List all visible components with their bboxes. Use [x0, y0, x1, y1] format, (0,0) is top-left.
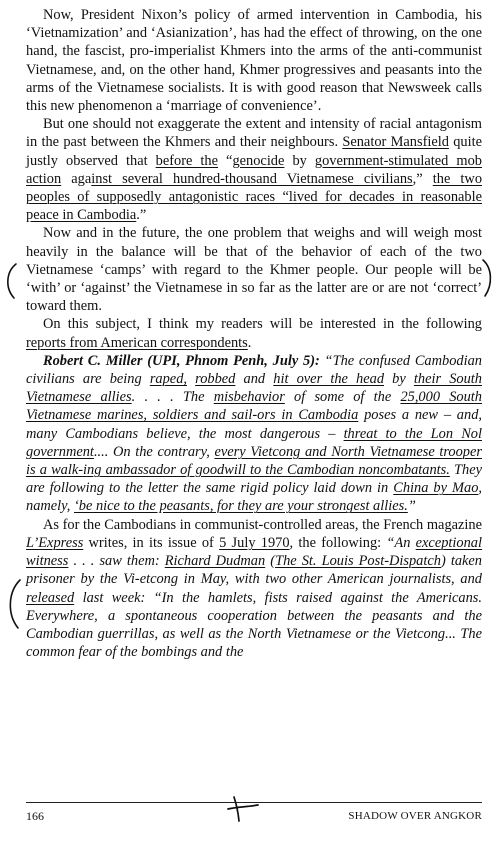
text-segment: They are following to the letter the same rigid policy laid down in — [26, 462, 482, 497]
underlined-phrase: misbehavior — [213, 389, 285, 406]
left-margin-bracket-mark — [4, 578, 24, 630]
text-segment: last week: “In the hamlets, fists raised against the Americans. Everywhere, a spontaneous cooperation between the peasants and the Cambodian guerrillas, as well as the North Vietnamese or the Vietcong... The common fear of the bombings and the — [26, 589, 482, 661]
text-segment: aga — [61, 170, 92, 187]
text-segment: ( — [265, 553, 276, 570]
left-bracket-mark — [2, 262, 20, 300]
quote-source: Robert C. Miller (UPI, Phnom Penh, July 5): — [43, 352, 320, 369]
text-segment: quite justly observed that — [26, 134, 483, 169]
underlined-phrase: their South Vietnamese allies — [26, 371, 482, 406]
underlined-phrase: inst several hundred-thousand Vietnamese civilians — [91, 170, 413, 187]
underlined-phrase: exceptional witness — [26, 534, 482, 570]
underlined-phrase: L’Express — [26, 534, 84, 551]
text-segment: .” — [136, 207, 147, 224]
underlined-phrase: 25,000 South Vietnamese marines, soldiers and sail-ors in Cambodia — [26, 389, 482, 424]
underlined-phrase: Senator Mansfield — [342, 134, 449, 151]
text-segment: ” — [407, 498, 416, 515]
text-segment: . — [247, 334, 252, 351]
text-segment: of some of the — [284, 389, 401, 406]
paragraph-racial-antagonism — [26, 115, 482, 224]
underlined-phrase: released — [26, 589, 75, 606]
running-head: SHADOW OVER ANGKOR — [348, 810, 482, 822]
text-segment: But one should not exaggerate the extent and intensity of racial antagonism in the past between the Khmers and their neighbours. — [26, 116, 482, 151]
paragraph-nixon-policy: Now, President Nixon’s policy of armed intervention in Cambodia, his ‘Vietnamization’ and ‘Asianization’, has had the effect of throwing, on the one hand, the fascist, pro-imperialist Khmers into the arms of the anti-communist Vietnamese, and, on the other hand, Khmer progressives and peasants into the arms of the Vietnamese socialists. It is with good reason that Newsweek calls this new phenomenon a ‘marriage of convenience’. — [26, 7, 482, 115]
text-segment: ) taken prisoner by the Vi-etcong in May, with two other American journalists, and — [26, 553, 482, 588]
text-segment: by — [284, 152, 315, 169]
underlined-phrase: Richard Dudman — [164, 553, 266, 570]
right-bracket-mark — [480, 258, 496, 298]
book-page — [26, 6, 482, 661]
page-number: 166 — [26, 809, 44, 823]
underlined-phrase: 5 July 1970 — [219, 534, 290, 551]
underlined-phrase: reports from American correspondents — [26, 334, 248, 351]
text-segment: .... On the contrary, — [93, 443, 215, 460]
text-segment: On this subject, I think my readers will be interested in the following — [43, 316, 482, 333]
text-segment: “ — [218, 152, 233, 169]
text-segment: “The confused Cambodian civilians are being — [26, 352, 482, 388]
paragraph-lexpress — [26, 516, 482, 662]
text-segment — [187, 371, 195, 387]
underlined-phrase: China by Mao — [393, 480, 479, 497]
underlined-phrase: hit over the head — [273, 371, 385, 388]
underlined-phrase: every Vietcong and North Vietnamese trooper is a walk-ing ambassador of goodwill to the Cambodian noncombatants. — [26, 443, 482, 479]
underlined-phrase: The St. Louis Post-Dispatch — [275, 553, 441, 570]
text-segment: by — [384, 371, 414, 388]
quote-miller — [26, 352, 482, 516]
underlined-phrase: ‘be nice to the peasants, for they are your strongest allies. — [73, 498, 408, 515]
underlined-phrase: robbed — [195, 371, 236, 388]
pen-cross-mark — [226, 793, 260, 823]
underlined-phrase: before the — [155, 152, 219, 169]
underlined-phrase: genocide — [232, 152, 285, 169]
text-segment: writes, in its issue of — [83, 534, 220, 551]
text-segment: , the following: — [289, 534, 387, 551]
text-segment: ,” — [412, 170, 433, 187]
page-footer — [26, 802, 482, 823]
underlined-phrase: government-stimulated mob action — [26, 152, 482, 187]
paragraph-future-problem: Now and in the future, the one problem that weighs and will weigh most heavily in the balance will be that of the behavior of each of the two Vietnamese ‘camps’ with regard to the Khmer people. Our people will be ‘with’ or ‘against’ the Vietnamese in so far as the latter are or are not ‘correct’ toward them. — [26, 225, 482, 315]
text-segment: . . . . The — [131, 389, 214, 406]
underlined-phrase: raped, — [149, 371, 187, 388]
underlined-phrase: threat to the Lon Nol government — [26, 425, 482, 460]
underlined-phrase: the two peoples of supposedly antagonistic races “lived for decades in reasonable peace in Cambodia — [26, 170, 483, 224]
text-segment: As for the Cambodians in communist-controlled areas, the French magazine — [43, 516, 482, 533]
text-segment: . . . saw them: — [68, 553, 165, 570]
text-segment: , namely, — [26, 480, 483, 515]
text-segment: poses a new – and, many Cambodians believe, the most dangerous – — [26, 407, 482, 442]
paragraph-reports-intro — [26, 315, 482, 351]
text-segment: “An — [386, 534, 416, 551]
text-segment: and — [235, 371, 274, 388]
